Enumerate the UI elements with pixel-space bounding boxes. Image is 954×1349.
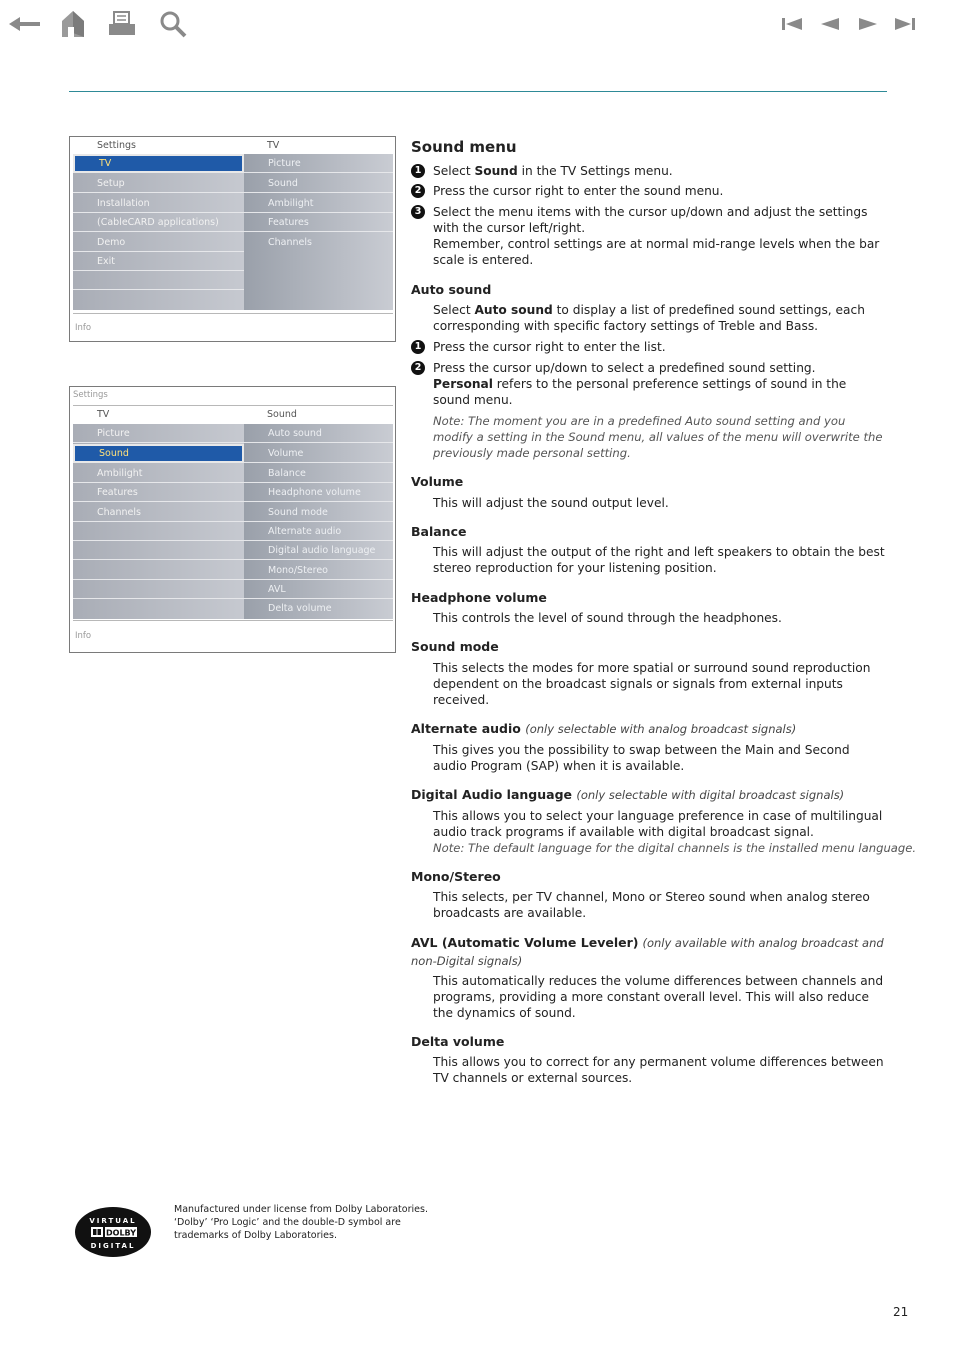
heading-qualifier: (only selectable with analog broadcast signals): [525, 722, 797, 736]
step-extra-text: Remember, control settings are at normal mid-range levels when the bar scale is entered.: [433, 237, 880, 267]
section-heading-digital-audio-language: [411, 787, 844, 802]
submenu-item-channels[interactable]: Channels: [268, 237, 312, 248]
text: to display a list of predefined sound settings, each corresponding with specific factory settings of Treble and Bass.: [433, 303, 865, 333]
mono-stereo-text: This selects, per TV channel, Mono or Stereo sound when analog stereo broadcasts are available.: [433, 890, 870, 920]
submenu-item-volume[interactable]: Volume: [244, 444, 393, 463]
right-menu-column: [244, 154, 393, 310]
license-line-2: ‘Dolby’ ‘Pro Logic’ and the double-D symbol are: [174, 1217, 401, 1228]
text: Select: [433, 303, 475, 317]
section-heading-headphone-volume: Headphone volume: [411, 590, 547, 605]
bold-text: Personal: [433, 377, 493, 391]
menu-item-features[interactable]: Features: [73, 483, 244, 502]
license-line-1: Manufactured under license from Dolby Laboratories.: [174, 1204, 428, 1215]
home-icon[interactable]: [58, 8, 88, 40]
step-text: Press the cursor right to enter the sound menu.: [433, 184, 724, 198]
submenu-item-sound-mode[interactable]: Sound mode: [244, 503, 393, 522]
section-heading-volume: Volume: [411, 474, 464, 489]
menu-item-empty: [73, 561, 244, 580]
submenu-item-avl[interactable]: AVL: [244, 580, 393, 599]
header-rule: [69, 91, 887, 92]
right-column-header: Sound: [267, 409, 297, 420]
search-icon[interactable]: [156, 8, 190, 40]
right-column-header: TV: [267, 140, 280, 151]
left-menu-column: [73, 424, 244, 619]
heading-qualifier: (only available with analog broadcast and non-Digital signals): [411, 936, 884, 968]
logo-mid-text: DOLBY: [106, 1228, 136, 1238]
print-icon[interactable]: [106, 8, 138, 40]
menu-item-setup[interactable]: Setup: [73, 174, 244, 193]
submenu-item-mono-stereo[interactable]: Mono/Stereo: [244, 561, 393, 580]
section-heading-sound-mode: Sound mode: [411, 639, 499, 654]
headphone-volume-text: This controls the level of sound through the headphones.: [433, 611, 782, 625]
digital-audio-language-text: [433, 808, 917, 856]
submenu-item-features[interactable]: Features: [244, 213, 393, 232]
page-number: 21: [893, 1305, 909, 1319]
logo-top-text: VIRTUAL: [89, 1217, 137, 1225]
step-number-badge: 1: [411, 164, 425, 178]
submenu-item-digital-audio-language[interactable]: Digital audio language: [244, 541, 393, 560]
step-bold-text: Sound: [474, 164, 518, 178]
step-text: in the TV Settings menu.: [517, 164, 673, 178]
section-heading-alternate-audio: [411, 721, 796, 736]
menu-item-tv[interactable]: TV: [73, 154, 244, 173]
left-menu-column: [73, 154, 244, 310]
heading-text: AVL (Automatic Volume Leveler): [411, 935, 639, 950]
menu-item-exit[interactable]: Exit: [73, 252, 244, 271]
heading-text: Alternate audio: [411, 721, 521, 736]
auto-sound-description: [433, 302, 885, 334]
previous-page-icon[interactable]: [817, 8, 843, 40]
alternate-audio-text: This gives you the possibility to swap between the Main and Second audio Program (SAP) when it is available.: [433, 743, 850, 773]
step-text: Select the menu items with the cursor up/down and adjust the settings with the cursor left/right.: [433, 205, 868, 235]
right-menu-column: [244, 424, 393, 619]
submenu-item-sound[interactable]: Sound: [244, 174, 393, 193]
menu-item-installation[interactable]: Installation: [73, 194, 244, 213]
menu-item-ambilight[interactable]: Ambilight: [73, 464, 244, 483]
volume-text: This will adjust the sound output level.: [433, 496, 669, 510]
left-column-header: TV: [97, 409, 110, 420]
section-heading-auto-sound: Auto sound: [411, 282, 492, 297]
balance-text: This will adjust the output of the right and left speakers to obtain the best stereo reproduction for your listening position.: [433, 545, 885, 575]
sound-menu-panel: [69, 386, 396, 653]
section-heading-avl: [411, 934, 887, 970]
page-title: Sound menu: [411, 138, 517, 156]
submenu-item-balance[interactable]: Balance: [244, 464, 393, 483]
settings-menu-panel: [69, 136, 396, 342]
step-number-badge: 2: [411, 361, 425, 375]
next-page-icon[interactable]: [855, 8, 881, 40]
back-arrow-icon[interactable]: [8, 8, 42, 40]
step-text: Press the cursor right to enter the list.: [433, 340, 666, 354]
menu-item-empty: [73, 580, 244, 599]
step-text: Select: [433, 164, 475, 178]
menu-item-sound[interactable]: Sound: [73, 444, 244, 463]
step-number-badge: 1: [411, 340, 425, 354]
step-text: refers to the personal preference settings of sound in the sound menu.: [433, 377, 847, 407]
delta-volume-text: This allows you to correct for any permanent volume differences between TV channels or external sources.: [433, 1055, 884, 1085]
submenu-item-delta-volume[interactable]: Delta volume: [268, 603, 332, 614]
menu-item-empty: [73, 599, 244, 618]
info-label: Info: [75, 323, 92, 333]
menu-item-empty: [73, 541, 244, 560]
avl-text: This automatically reduces the volume differences between channels and programs, providing a more constant overall level. This will also reduce the dynamics of sound.: [433, 974, 884, 1020]
submenu-item-headphone-volume[interactable]: Headphone volume: [244, 483, 393, 502]
info-label: Info: [75, 631, 92, 641]
submenu-item-ambilight[interactable]: Ambilight: [244, 194, 393, 213]
sound-mode-text: This selects the modes for more spatial or surround sound reproduction dependent on the broadcast signals or signals from external inputs received.: [433, 661, 871, 707]
note-text: Note: The default language for the digital channels is the installed menu language.: [433, 841, 917, 855]
breadcrumb-divider: [73, 405, 393, 406]
info-bar: [73, 620, 393, 651]
bold-text: Auto sound: [474, 303, 553, 317]
first-page-icon[interactable]: [779, 8, 805, 40]
step-number-badge: 3: [411, 205, 425, 219]
logo-bottom-text: DIGITAL: [90, 1242, 136, 1250]
submenu-item-auto-sound[interactable]: Auto sound: [244, 424, 393, 443]
menu-item-empty: [73, 290, 244, 309]
menu-item-empty: [73, 271, 244, 290]
menu-item-demo[interactable]: Demo: [73, 233, 244, 252]
section-heading-mono-stereo: Mono/Stereo: [411, 869, 501, 884]
section-heading-balance: Balance: [411, 524, 467, 539]
menu-item-channels[interactable]: Channels: [73, 503, 244, 522]
heading-qualifier: (only selectable with digital broadcast signals): [576, 788, 845, 802]
menu-item-empty: [73, 522, 244, 541]
text: This allows you to select your language preference in case of multilingual audio track programs if available with digital broadcast signal.: [433, 809, 883, 839]
step-number-badge: 2: [411, 184, 425, 198]
menu-item-cablecard[interactable]: (CableCARD applications): [73, 213, 244, 232]
dolby-license-notice: [174, 1203, 434, 1242]
left-column-header: Settings: [97, 140, 136, 151]
auto-sound-note: Note: The moment you are in a predefined Auto sound setting and you modify a setting in the Sound menu, all values of the menu will overwrite the previously made personal setting.: [433, 414, 883, 460]
dolby-logo: [74, 1206, 152, 1258]
section-heading-delta-volume: Delta volume: [411, 1034, 505, 1049]
last-page-icon[interactable]: [892, 8, 918, 40]
breadcrumb-settings: Settings: [73, 390, 108, 400]
step-text: Press the cursor up/down to select a predefined sound setting.: [433, 361, 816, 375]
submenu-item-picture[interactable]: Picture: [244, 154, 393, 173]
license-line-3: trademarks of Dolby Laboratories.: [174, 1230, 337, 1241]
submenu-item-alternate-audio[interactable]: Alternate audio: [244, 522, 393, 541]
menu-item-picture[interactable]: Picture: [73, 424, 244, 443]
info-bar: [73, 313, 393, 340]
heading-text: Digital Audio language: [411, 787, 573, 802]
